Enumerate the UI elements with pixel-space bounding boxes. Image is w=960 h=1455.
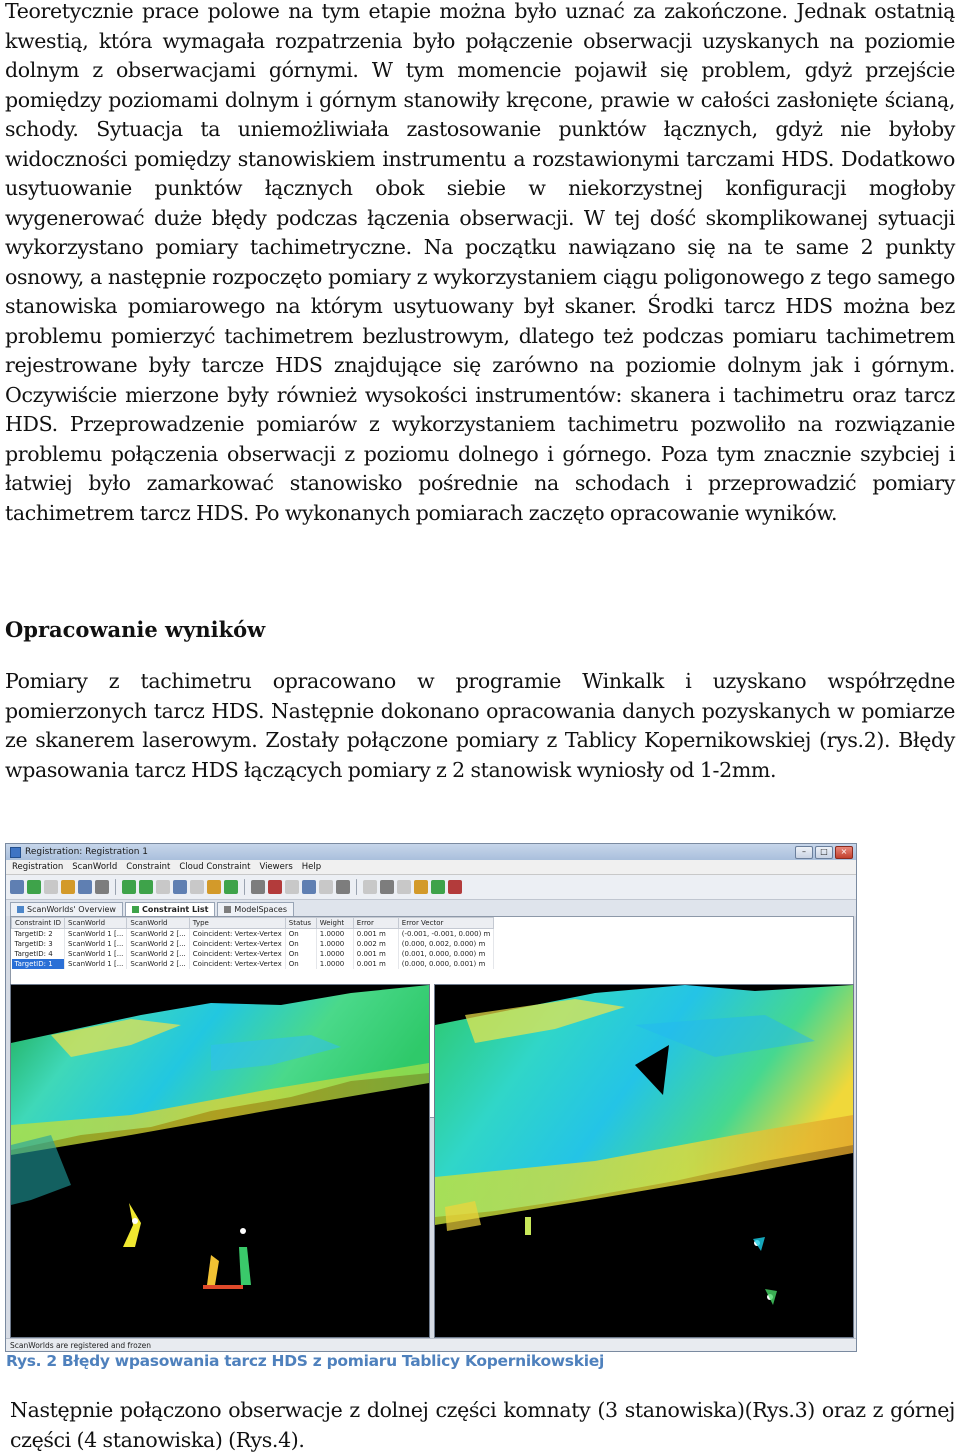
window-titlebar [6, 844, 856, 860]
point-cloud-image [435, 985, 853, 1337]
view-tabs [6, 900, 856, 916]
constraint-icon [132, 906, 139, 913]
menu-registration[interactable]: Registration [12, 862, 64, 872]
toolbar-separator [244, 879, 245, 895]
toolbar-tool-icon[interactable] [285, 880, 299, 894]
toolbar-tool-icon[interactable] [363, 880, 377, 894]
toolbar-tool-icon[interactable] [122, 880, 136, 894]
point-cloud-viewer-left[interactable] [10, 984, 430, 1338]
column-header[interactable]: Constraint ID [12, 918, 65, 929]
table-row[interactable]: TargetID: 4 ScanWorld 1 [... ScanWorld 2 [... Coincident: Vertex-Vertex On 1.0000 0.001 m (0.001, 0.000, 0.000) m [12, 949, 494, 959]
toolbar-tool-icon[interactable] [431, 880, 445, 894]
column-header[interactable]: Error Vector [398, 918, 494, 929]
table-row[interactable]: TargetID: 2 ScanWorld 1 [... ScanWorld 2 [... Coincident: Vertex-Vertex On 1.0000 0.001 m (-0.001, -0.001, 0.000) m [12, 929, 494, 940]
table-row[interactable]: TargetID: 3 ScanWorld 1 [... ScanWorld 2 [... Coincident: Vertex-Vertex On 1.0000 0.002 m (0.000, 0.002, 0.000) m [12, 939, 494, 949]
toolbar-tool-icon[interactable] [10, 880, 24, 894]
toolbar-tool-icon[interactable] [27, 880, 41, 894]
toolbar-tool-icon[interactable] [78, 880, 92, 894]
toolbar-tool-icon[interactable] [224, 880, 238, 894]
tab-modelspaces[interactable]: ModelSpaces [217, 902, 294, 916]
toolbar-tool-icon[interactable] [414, 880, 428, 894]
scanworld-icon [17, 906, 24, 913]
maximize-icon[interactable]: □ [815, 846, 833, 859]
menu-cloud-constraint[interactable]: Cloud Constraint [179, 862, 251, 872]
toolbar-tool-icon[interactable] [190, 880, 204, 894]
toolbar-tool-icon[interactable] [251, 880, 265, 894]
menu-bar [6, 860, 856, 875]
table-row[interactable]: TargetID: 1 ScanWorld 1 [... ScanWorld 2 [... Coincident: Vertex-Vertex On 1.0000 0.001 m (0.000, 0.000, 0.001) m [12, 959, 494, 969]
menu-help[interactable]: Help [301, 862, 322, 872]
section-heading: Opracowanie wyników [5, 617, 266, 642]
toolbar [6, 875, 856, 900]
toolbar-tool-icon[interactable] [302, 880, 316, 894]
modelspace-icon [224, 906, 231, 913]
column-header[interactable]: Status [285, 918, 316, 929]
toolbar-tool-icon[interactable] [319, 880, 333, 894]
toolbar-tool-icon[interactable] [380, 880, 394, 894]
toolbar-tool-icon[interactable] [44, 880, 58, 894]
figure-caption: Rys. 2 Błędy wpasowania tarcz HDS z pomiaru Tablicy Kopernikowskiej [6, 1352, 604, 1370]
window-title: Registration: Registration 1 [25, 847, 149, 857]
status-bar: ScanWorlds are registered and frozen [6, 1338, 856, 1351]
menu-constraint[interactable]: Constraint [126, 862, 171, 872]
close-icon[interactable]: × [835, 846, 853, 859]
app-icon [10, 847, 21, 858]
toolbar-separator [115, 879, 116, 895]
constraint-table [11, 917, 494, 969]
column-header[interactable]: Type [189, 918, 285, 929]
column-header[interactable]: ScanWorld [65, 918, 127, 929]
toolbar-tool-icon[interactable] [156, 880, 170, 894]
toolbar-tool-icon[interactable] [173, 880, 187, 894]
menu-scanworld[interactable]: ScanWorld [72, 862, 118, 872]
paragraph-field-work: Teoretycznie prace polowe na tym etapie można było uznać za zakończone. Jednak ostatnią kwestią, która wymagała rozpatrzenia było połączenie obserwacji uzyskanych na poziomie dolnym z obserwacjami górnymi. W tym momencie pojawił się problem, gdyż przejście pomiędzy poziomami dolnym i górnym stanowiły kręcone, prawie w całości zasłonięte ścianą, schody. Sytuacja ta uniemożliwiała zastosowanie punktów łącznych, gdyż nie byłoby widoczności pomiędzy stanowiskiem instrumentu a rozstawionymi tarczami HDS. Dodatkowo usytuowanie punktów łącznych obok siebie w niekorzystnej konfiguracji mogłoby wygenerować duże błędy podczas łączenia obserwacji. W tej dość skomplikowanej sytuacji wykorzystano pomiary tachimetryczne. Na początku nawiązano się na te same 2 punkty osnowy, a następnie rozpoczęto pomiary z wykorzystaniem ciągu poligonowego z tego samego stanowiska pomiarowego na którym usytuowany był skaner. Środki tarcz HDS można bez problemu pomierzyć tachimetrem bezlustrowym, dlatego też podczas pomiaru tachimetrem rejestrowane były tarcze HDS znajdujące się zarówno na poziomie dolnym jak i górnym. Oczywiście mierzone były również wysokości instrumentów: skanera i tachimetru oraz tarcz HDS. Przeprowadzenie pomiarów z wykorzystaniem tachimetru pozwoliło na rozwiązanie problemu połączenia obserwacji z poziomu dolnego i górnego. Poza tym znacznie szybciej i łatwiej było zamarkować stanowisko pośrednie na schodach i przeprowadzić pomiary tachimetrem tarcz HDS. Po wykonanych pomiarach zaczęto opracowanie wyników. [5, 0, 955, 525]
toolbar-tool-icon[interactable] [61, 880, 75, 894]
paragraph-next-steps: Następnie połączono obserwacje z dolnej części komnaty (3 stanowiska)(Rys.3) oraz z górnej części (4 stanowiska) (Rys.4). [10, 1398, 955, 1452]
minimize-icon[interactable]: – [795, 846, 813, 859]
paragraph-results: Pomiary z tachimetru opracowano w programie Winkalk i uzyskano współrzędne pomierzonych tarcz HDS. Następnie dokonano opracowania danych pozyskanych w pomiarze ze skanerem laserowym. Zostały połączone pomiary z Tablicy Kopernikowskiej (rys.2). Błędy wpasowania tarcz HDS łączących pomiary z 2 stanowisk wyniosły od 1-2mm. [5, 669, 955, 782]
toolbar-tool-icon[interactable] [448, 880, 462, 894]
column-header[interactable]: Weight [316, 918, 353, 929]
registration-screenshot [5, 843, 857, 1352]
point-cloud-viewer-right[interactable] [434, 984, 854, 1338]
tab-scanworlds-overview[interactable]: ScanWorlds' Overview [10, 902, 123, 916]
toolbar-tool-icon[interactable] [95, 880, 109, 894]
toolbar-separator [356, 879, 357, 895]
toolbar-tool-icon[interactable] [268, 880, 282, 894]
toolbar-tool-icon[interactable] [336, 880, 350, 894]
toolbar-tool-icon[interactable] [397, 880, 411, 894]
menu-viewers[interactable]: Viewers [259, 862, 293, 872]
toolbar-tool-icon[interactable] [139, 880, 153, 894]
point-cloud-image [11, 985, 429, 1337]
tab-constraint-list[interactable]: Constraint List [125, 902, 215, 916]
toolbar-tool-icon[interactable] [207, 880, 221, 894]
column-header[interactable]: ScanWorld [127, 918, 189, 929]
column-header[interactable]: Error [353, 918, 398, 929]
